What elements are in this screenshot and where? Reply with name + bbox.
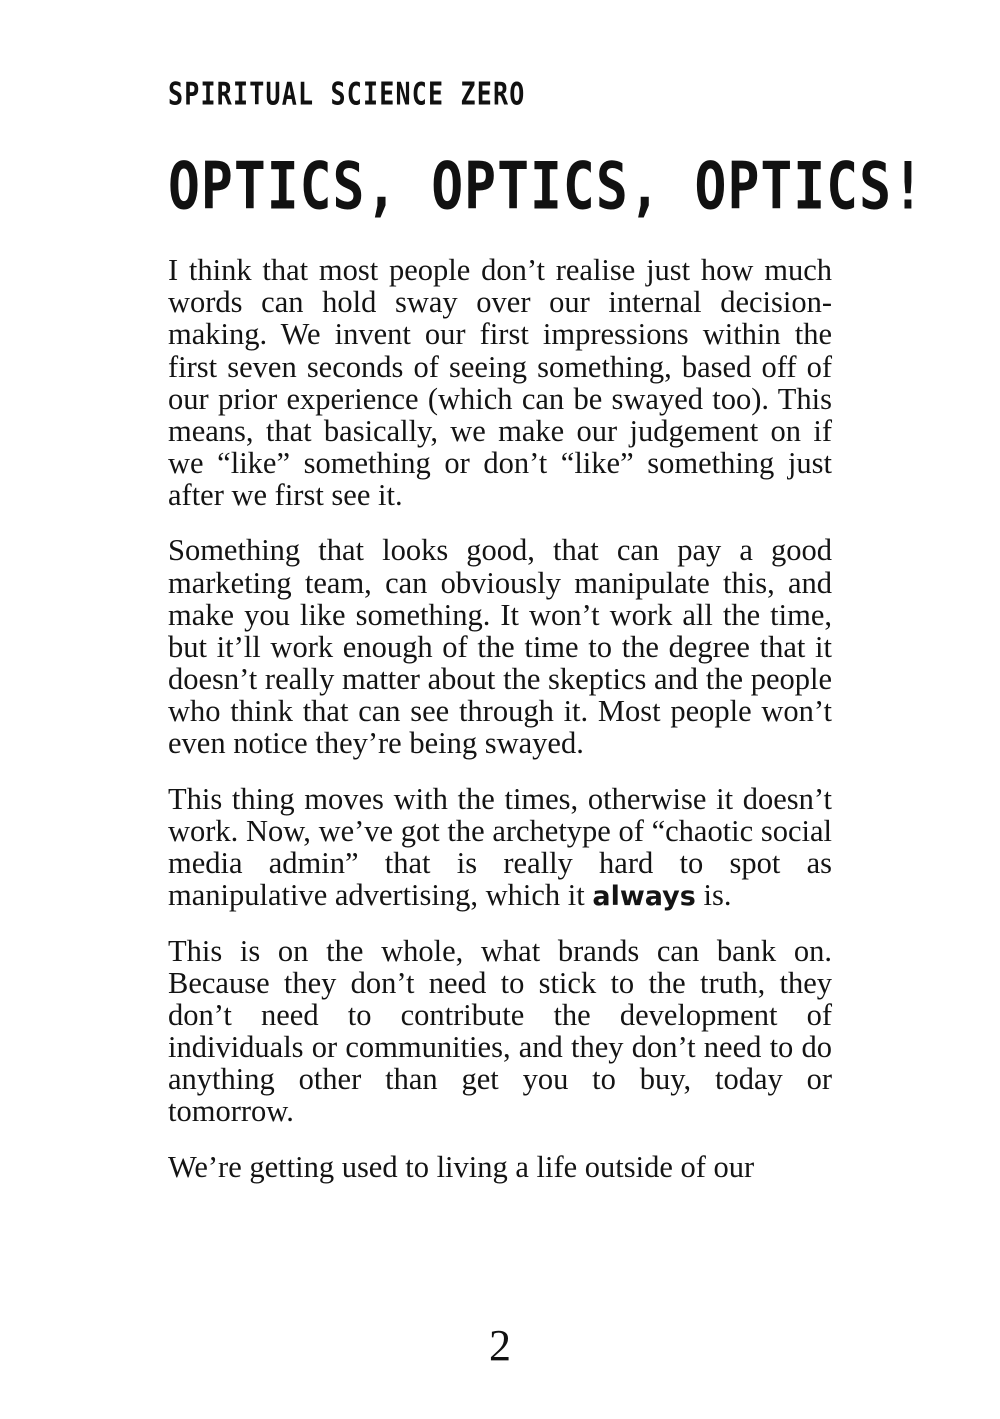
paragraph: We’re getting used to living a life outside of our xyxy=(168,1149,755,1184)
paragraph: Something that looks good, that can pay a good marketing team, can obviously manipulate this, and make you like something. It won’t work all the time, but it’ll work enough of the time to the degree that it doesn’t really matter about the skeptics and the people who think that can see through it. Most people won’t even notice they’re being swayed. xyxy=(168,533,832,761)
paragraph-text-before: This thing moves with the times, otherwise it doesn’t work. Now, we’ve got the archetype of “chaotic social media admin” that is really hard to spot as manipulative advertising, which it xyxy=(168,781,832,913)
body-text xyxy=(168,254,832,1183)
running-head: SPIRITUAL SCIENCE ZERO xyxy=(168,75,526,112)
paragraph: This is on the whole, what brands can bank on. Because they don’t need to stick to the truth, they don’t need to contribute the development of individuals or communities, and they don’t need to do anything other than get you to buy, today or tomorrow. xyxy=(168,933,832,1129)
page-title: OPTICS, OPTICS, OPTICS! xyxy=(168,150,925,225)
page-number: 2 xyxy=(489,1321,511,1370)
paragraph: I think that most people don’t realise just how much words can hold sway over our internal decision-making. We invent our first impressions within the first seven seconds of seeing something, based off of our prior experience (which can be swayed too). This means, that basically, we make our judgement on if we “like” something or don’t “like” something just after we first see it. xyxy=(168,253,832,513)
emphasis-always: always xyxy=(592,881,696,913)
paragraph-text-after: is. xyxy=(695,878,732,913)
paragraph-with-emphasis xyxy=(168,783,832,912)
